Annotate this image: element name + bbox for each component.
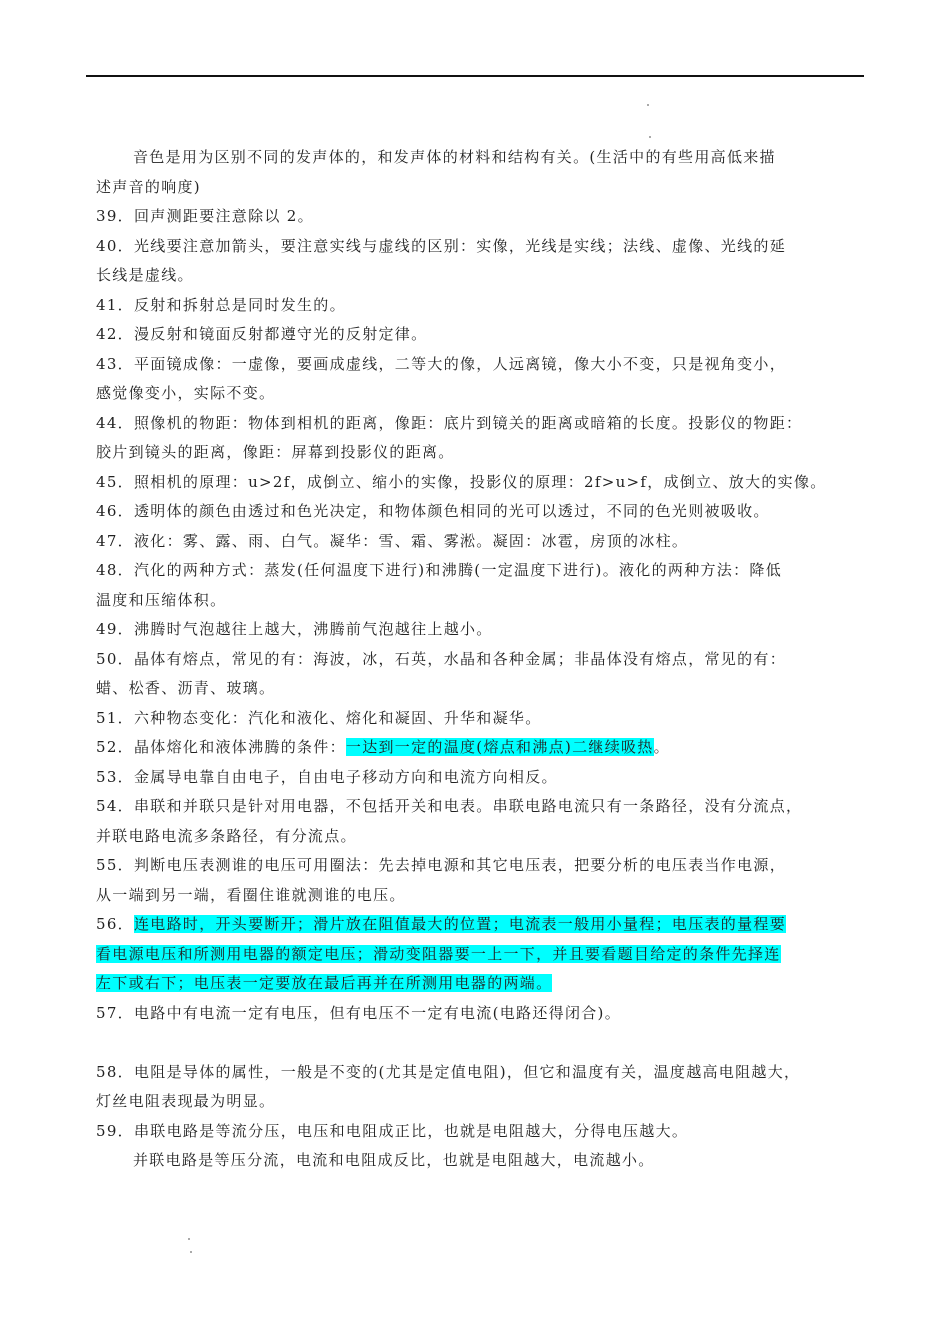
list-item: 51．六种物态变化：汽化和液化、熔化和凝固、升华和凝华。 [96,708,542,727]
item-number: 39． [96,207,134,225]
list-item: 55．判断电压表测谁的电压可用圈法：先去掉电源和其它电压表，把要分析的电压表当作电源， [96,856,787,874]
list-item-continuation: 从一端到另一端，看圈住谁就测谁的电压。 [96,885,406,904]
list-item: 44．照像机的物距：物体到相机的距离，像距：底片到镜关的距离或暗箱的长度。投影仪的物距： [96,413,803,432]
list-item-continuation [96,940,864,970]
list-item: 50．晶体有熔点，常见的有：海波，冰，石英，水晶和各种金属；非晶体没有熔点，常见的有： [96,649,787,668]
item-number: 46． [96,502,134,520]
highlighted-text: 左下或右下；电压表一定要放在最后再并在所测用电器的两端。 [96,974,553,992]
highlighted-text: 看电源电压和所测用电器的额定电压；滑动变阻器要一上一下，并且要看题目给定的条件先择连 [96,944,781,963]
item-number: 41． [96,295,134,314]
stray-dot [188,1238,190,1240]
item-number: 56． [96,915,134,933]
item-number: 44． [96,413,134,432]
list-item-continuation: 蜡、松香、沥青、玻璃。 [96,679,276,697]
highlighted-text: 连电路时，开头要断开；滑片放在阻值最大的位置；电流表一般用小量程；电压表的量程要 [134,915,787,933]
list-item: 58．电阻是导体的属性，一般是不变的(尤其是定值电阻)，但它和温度有关，温度越高电阻越大， [96,1062,801,1081]
item-number: 52． [96,738,134,756]
list-item: 57．电路中有电流一定有电压，但有电压不一定有电流(电路还得闭合)。 [96,1003,622,1022]
stray-dot [647,104,649,106]
item-number: 49． [96,620,134,638]
item-number: 57． [96,1003,134,1022]
list-item: 41．反射和拆射总是同时发生的。 [96,295,346,314]
list-item-continuation: 感觉像变小，实际不变。 [96,384,276,402]
paragraph-line: 并联电路是等压分流，电流和电阻成反比，也就是电阻越大，电流越小。 [133,1151,655,1169]
list-item: 42．漫反射和镜面反射都遵守光的反射定律。 [96,325,428,343]
list-item-continuation: 胶片到镜头的距离，像距：屏幕到投影仪的距离。 [96,443,455,461]
item-number: 42． [96,325,134,343]
document-body [96,143,864,1176]
stray-dot [190,1251,192,1253]
list-item: 48．汽化的两种方式：蒸发(任何温度下进行)和沸腾(一定温度下进行)。液化的两种方法：降低 [96,561,783,579]
item-number: 54． [96,797,134,815]
list-item: 43．平面镜成像：一虚像，要画成虚线，二等大的像，人远离镜，像大小不变，只是视角变小， [96,354,787,373]
list-item: 39．回声测距要注意除以 2。 [96,207,314,225]
header-rule [86,75,864,77]
item-number: 53． [96,767,134,786]
item-number: 45． [96,472,134,491]
item-number: 59． [96,1121,134,1140]
list-item: 40．光线要注意加箭头，要注意实线与虚线的区别：实像，光线是实线；法线、虚像、光线的延 [96,236,787,255]
item-number: 50． [96,649,134,668]
blank-line [96,1028,864,1058]
item-number: 43． [96,354,134,373]
highlighted-text: 一达到一定的温度(熔点和沸点)二继续吸热 [345,738,654,756]
list-item-continuation [96,969,864,999]
list-item: 47．液化：雾、露、雨、白气。凝华：雪、霜、雾淞。凝固：冰雹，房顶的冰柱。 [96,531,689,550]
list-item: 49．沸腾时气泡越往上越大，沸腾前气泡越往上越小。 [96,620,493,638]
item-number: 40． [96,236,134,255]
list-item: 53．金属导电靠自由电子，自由电子移动方向和电流方向相反。 [96,767,558,786]
paragraph-line: 述声音的响度) [96,177,201,196]
item-number: 58． [96,1062,134,1081]
item-number: 47． [96,531,134,550]
list-item: 54．串联和并联只是针对用电器，不包括开关和电表。串联电路电流只有一条路径，没有分流点， [96,797,803,815]
item-number: 55． [96,856,134,874]
item-number: 51． [96,708,134,727]
stray-dot [649,136,651,138]
list-item-continuation: 温度和压缩体积。 [96,590,227,609]
list-item-continuation: 灯丝电阻表现最为明显。 [96,1092,276,1110]
list-item [96,910,864,940]
list-item-continuation: 并联电路电流多条路径，有分流点。 [96,826,357,845]
paragraph-line: 音色是用为区别不同的发声体的，和发声体的材料和结构有关。(生活中的有些用高低来描 [133,148,776,166]
list-item-continuation: 长线是虚线。 [96,266,194,284]
list-item: 52．晶体熔化和液体沸腾的条件：一达到一定的温度(熔点和沸点)二继续吸热。 [96,738,670,756]
list-item: 45．照相机的原理：u>2f，成倒立、缩小的实像，投影仪的原理：2f>u>f，成倒立、放大的实像。 [96,472,827,491]
list-item: 46．透明体的颜色由透过和色光决定，和物体颜色相同的光可以透过，不同的色光则被吸收。 [96,502,770,520]
list-item: 59．串联电路是等流分压，电压和电阻成正比，也就是电阻越大，分得电压越大。 [96,1121,689,1140]
item-number: 48． [96,561,134,579]
